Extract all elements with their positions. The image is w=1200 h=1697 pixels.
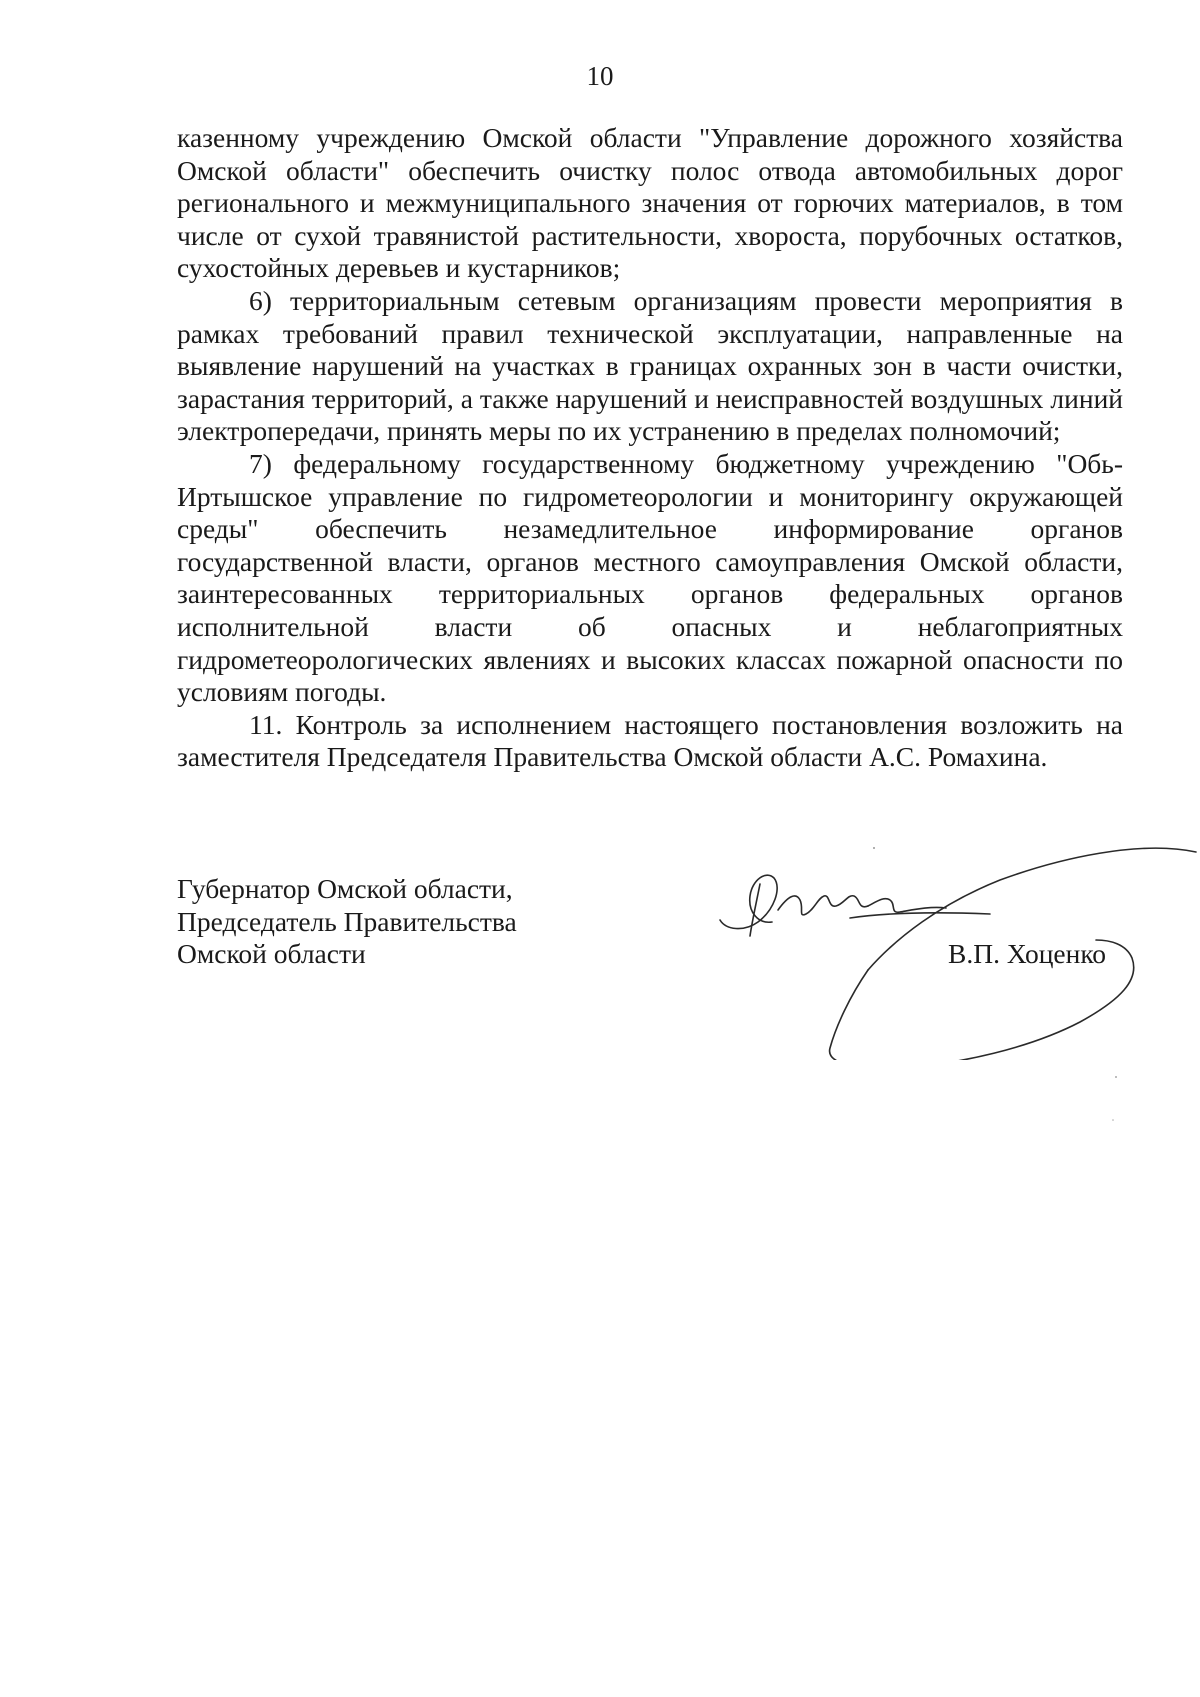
signatory-name: В.П. Хоценко bbox=[948, 938, 1107, 969]
paragraph-item-11: 11. Контроль за исполнением настоящего постановления возложить на заместителя Председателя Правительства Омской области А.С. Ромахина. bbox=[177, 708, 1123, 773]
page-number: 10 bbox=[586, 61, 614, 91]
signatory-title-block bbox=[177, 873, 517, 971]
document-body bbox=[177, 122, 1123, 774]
paragraph-continuation: казенному учреждению Омской области "Управление дорожного хозяйства Омской области" обеспечить очистку полос отвода автомобильных дорог регионального и межмуниципального значения от горючих материалов, в том числе от сухой травянистой растительности, хвороста, порубочных остатков, сухостойных деревьев и кустарников; bbox=[177, 122, 1123, 284]
paragraph-item-7: 7) федеральному государственному бюджетному учреждению "Обь-Иртышское управление по гидрометеорологии и мониторингу окружающей среды" обеспечить незамедлительное информирование органов государственной власти, органов местного самоуправления Омской области, заинтересованных территориальных органов федеральных органов исполнительной власти об опасных и неблагоприятных гидрометеорологических явлениях и высоких классах пожарной опасности по условиям погоды. bbox=[177, 447, 1123, 708]
signatory-title-line: Губернатор Омской области, bbox=[177, 873, 513, 904]
signatory-title-line: Председатель Правительства bbox=[177, 905, 517, 937]
paragraph-item-6: 6) территориальным сетевым организациям провести мероприятия в рамках требований правил технической эксплуатации, направленные на выявление нарушений на участках в границах охранных зон в части очистки, зарастания территорий, а также нарушений и неисправностей воздушных линий электропередачи, принять меры по их устранению в пределах полномочий; bbox=[177, 284, 1123, 447]
handwritten-signature bbox=[700, 800, 1200, 1060]
signatory-title-line: Омской области bbox=[177, 938, 366, 970]
